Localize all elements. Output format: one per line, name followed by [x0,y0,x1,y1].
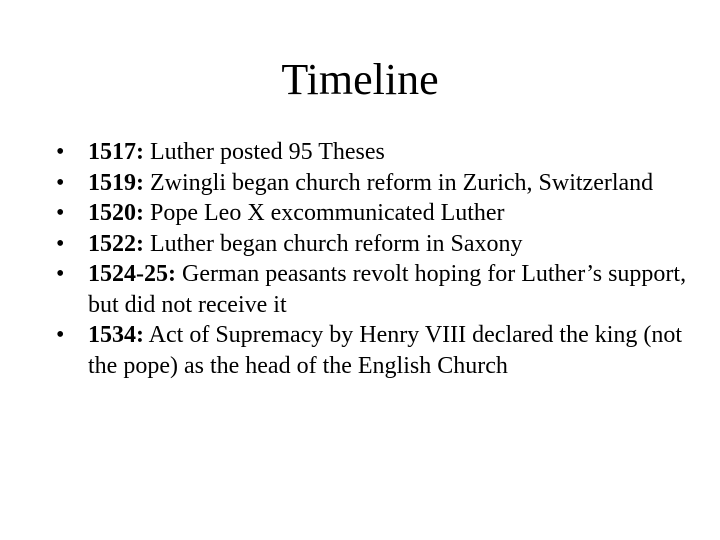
bullet-icon: • [56,261,65,287]
timeline-list [56,137,696,381]
slide-title: Timeline [281,55,439,104]
list-item [56,198,696,229]
bullet-icon: • [56,139,65,165]
timeline-event: Zwingli began church reform in Zurich, Switzerland [144,169,654,196]
bullet-icon: • [56,200,65,226]
timeline-event: German peasants revolt hoping for Luther’s support, but did not receive it [88,261,687,318]
timeline-year: 1524-25: [88,261,176,287]
list-item [56,168,696,199]
bullet-icon: • [56,230,65,257]
timeline-year: 1517: [88,139,144,165]
timeline-event: Luther began church reform in Saxony [144,230,523,257]
timeline-year: 1522: [88,230,144,257]
timeline-year: 1519: [88,169,144,196]
list-item [56,137,696,168]
timeline-year: 1534: [88,322,144,348]
timeline-event: Pope Leo X excommunicated Luther [144,200,505,226]
bullet-icon: • [56,322,65,348]
list-item [56,320,696,381]
timeline-year: 1520: [88,200,144,226]
timeline-event: Act of Supremacy by Henry VIII declared the king (not the pope) as the head of the English Church [88,322,683,379]
bullet-icon: • [56,169,65,196]
list-item [56,259,696,320]
list-item [56,229,696,260]
timeline-event: Luther posted 95 Theses [144,139,385,165]
